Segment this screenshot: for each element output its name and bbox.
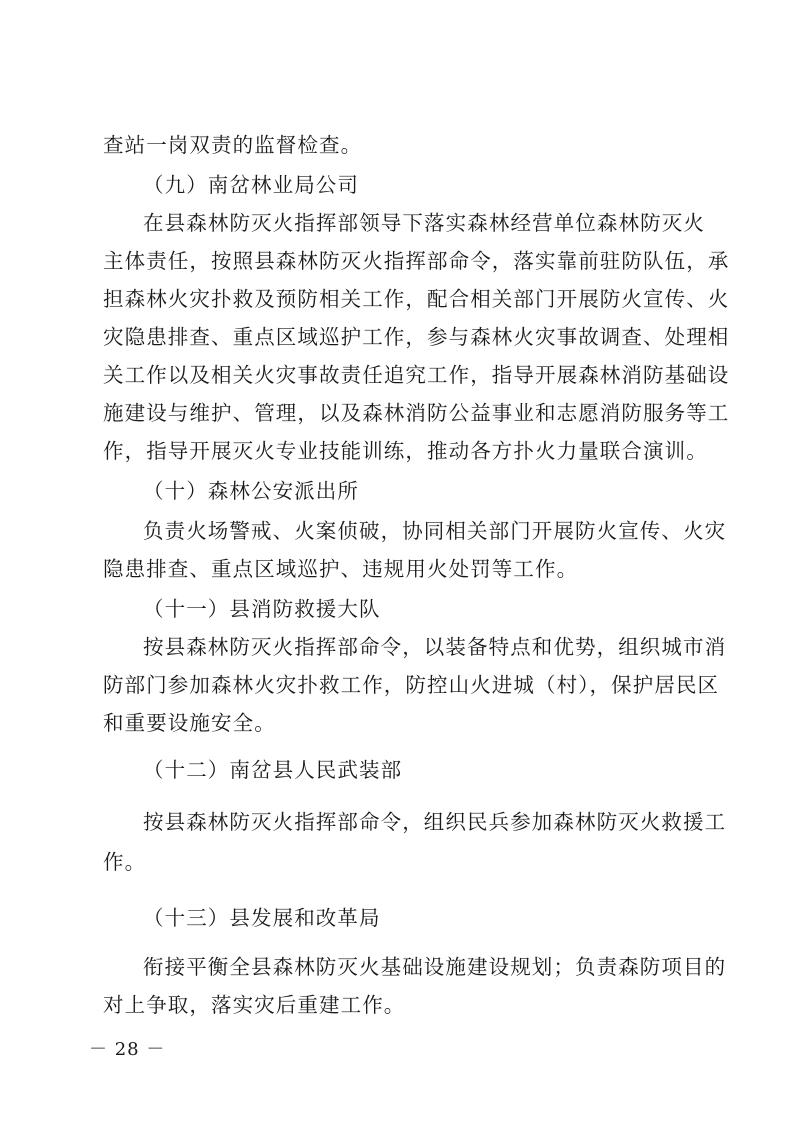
body-text-line: 负责火场警戒、火案侦破，协同相关部门开展防火宣传、火灾 xyxy=(143,519,727,543)
section-heading-9: （九）南岔林业局公司 xyxy=(143,173,359,197)
section-heading-13: （十三）县发展和改革局 xyxy=(143,906,381,930)
section-heading-11: （十一）县消防救援大队 xyxy=(143,597,381,621)
body-text-line: 和重要设施安全。 xyxy=(103,711,276,735)
body-text-line: 按县森林防灭火指挥部命令，组织民兵参加森林防灭火救援工 xyxy=(143,810,727,834)
body-text-line: 防部门参加森林火灾扑救工作，防控山火进城（村），保护居民区 xyxy=(103,673,720,697)
body-text-line: 主体责任，按照县森林防灭火指挥部命令，落实靠前驻防队伍，承 xyxy=(103,249,730,273)
section-heading-10: （十）森林公安派出所 xyxy=(143,479,359,503)
page-number: － 28 － xyxy=(89,1039,166,1060)
body-text-line: 灾隐患排查、重点区域巡护工作，参与森林火灾事故调查、处理相 xyxy=(103,325,730,349)
body-text-line: 隐患排查、重点区域巡护、违规用火处罚等工作。 xyxy=(103,557,579,581)
body-text-line: 施建设与维护、管理，以及森林消防公益事业和志愿消防服务等工 xyxy=(103,401,730,425)
body-text-line: 对上争取，落实灾后重建工作。 xyxy=(103,993,406,1017)
body-text-line: 作。 xyxy=(103,850,147,874)
body-text-line: 担森林火灾扑救及预防相关工作，配合相关部门开展防火宣传、火 xyxy=(103,287,730,311)
body-text-line: 按县森林防灭火指挥部命令，以装备特点和优势，组织城市消 xyxy=(143,635,727,659)
section-heading-12: （十二）南岔县人民武装部 xyxy=(143,758,403,782)
body-text-line: 关工作以及相关火灾事故责任追究工作，指导开展森林消防基础设 xyxy=(103,363,730,387)
body-text-line: 作，指导开展灭火专业技能训练，推动各方扑火力量联合演训。 xyxy=(103,439,708,463)
body-text-line: 在县森林防灭火指挥部领导下落实森林经营单位森林防灭火 xyxy=(143,211,705,235)
body-text-line: 衔接平衡全县森林防灭火基础设施建设规划；负责森防项目的 xyxy=(143,955,727,979)
body-text-line: 查站一岗双责的监督检查。 xyxy=(103,133,363,157)
